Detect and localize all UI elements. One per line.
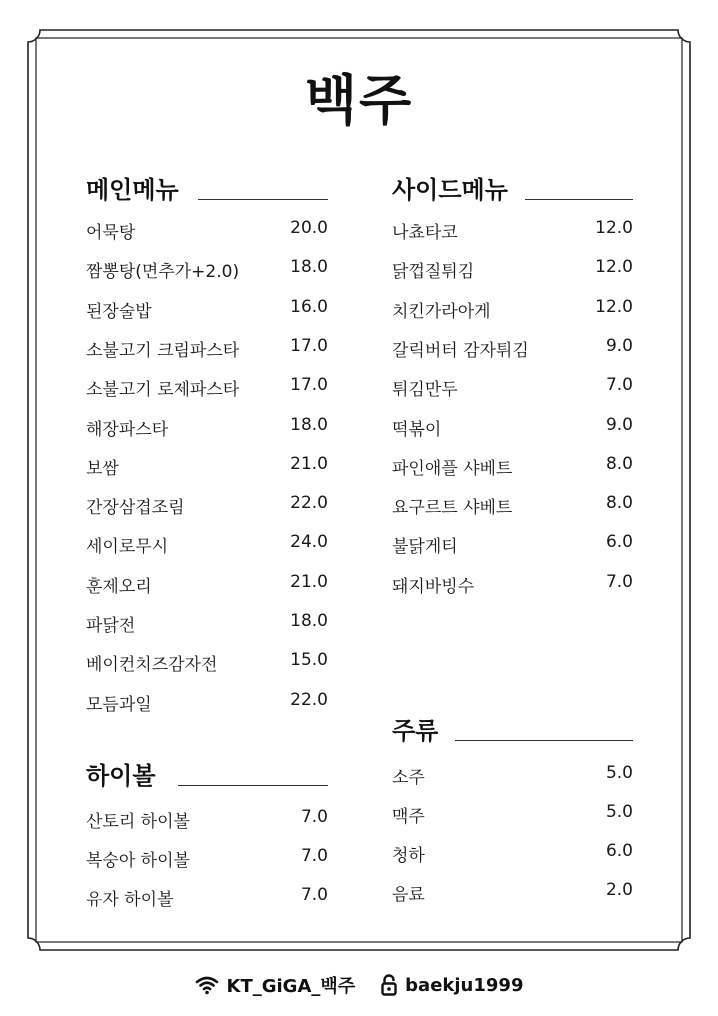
menu-item [86,572,328,596]
menu-item-price: 16.0 [290,296,328,317]
menu-item-name: 보쌈 [86,458,119,479]
highball-title: 하이볼 [86,756,170,791]
menu-item-name: 소불고기 크림파스타 [86,340,240,361]
menu-item-name: 간장삼겹조림 [86,498,185,519]
menu-item-name: 파인애플 샤베트 [392,458,513,479]
menu-item [86,532,328,556]
menu-item [86,415,328,439]
menu-item-price: 21.0 [290,571,328,592]
menu-item [86,885,328,909]
menu-item-price: 12.0 [595,257,633,278]
menu-item-name: 소주 [392,768,425,788]
highball-section [86,756,328,910]
menu-item-name: 맥주 [392,807,425,827]
side-menu-section [392,170,633,597]
menu-item [86,454,328,478]
divider [455,740,633,741]
menu-item-name: 세이로무시 [86,537,169,558]
menu-item [392,454,633,478]
menu-item-price: 7.0 [300,846,328,866]
menu-item-price: 22.0 [290,493,328,514]
menu-item-name: 돼지바빙수 [392,576,475,597]
menu-item [86,650,328,674]
wifi-icon [195,975,219,995]
menu-item [392,297,633,321]
menu-item-price: 18.0 [290,257,328,278]
liquor-section [392,711,633,905]
lock-icon [381,974,397,996]
menu-item [392,336,633,360]
menu-item-price: 2.0 [605,880,633,900]
menu-item-name: 된장술밥 [86,301,152,322]
menu-item-name: 튀김만두 [392,380,458,401]
restaurant-title: 백주 [304,69,414,132]
menu-item-price: 12.0 [595,218,633,238]
menu-item-price: 12.0 [595,296,633,317]
menu-item-price: 7.0 [300,885,328,905]
menu-item-name: 해장파스타 [86,419,169,440]
menu-item-price: 9.0 [605,335,633,356]
divider [525,199,633,200]
menu-item-name: 불닭게티 [392,537,458,558]
highball-header [86,756,328,790]
menu-item [86,218,328,242]
side-menu-header [392,170,633,204]
menu-item-name: 파닭전 [86,616,136,636]
menu-item-name: 어묵탕 [86,223,136,243]
menu-item [86,257,328,281]
main-menu-header [86,170,328,204]
menu-item [392,572,633,596]
menu-item-price: 7.0 [605,571,633,592]
menu-item-price: 15.0 [290,650,328,671]
divider [198,199,328,200]
menu-item-name: 갈릭버터 감자튀김 [392,340,529,361]
menu-item [86,493,328,517]
menu-item-name: 닭껍질튀김 [392,262,475,283]
side-menu-title: 사이드메뉴 [392,170,522,205]
menu-item [392,880,633,904]
menu-item-price: 6.0 [605,841,633,861]
menu-item-name: 소불고기 로제파스타 [86,380,240,401]
menu-item-name: 요구르트 샤베트 [392,498,513,519]
menu-item [392,532,633,556]
menu-item-price: 8.0 [605,493,633,514]
divider [178,785,328,786]
menu-item [392,415,633,439]
menu-item-name: 유자 하이볼 [86,890,174,910]
menu-item [392,257,633,281]
menu-item [392,763,633,787]
main-menu-title: 메인메뉴 [86,170,193,205]
menu-item [392,841,633,865]
menu-item-name: 산토리 하이볼 [86,812,190,832]
menu-item-price: 8.0 [605,453,633,474]
menu-item-price: 18.0 [290,611,328,631]
menu-item-name: 베이컨치즈감자전 [86,655,218,676]
menu-item-price: 6.0 [605,532,633,553]
menu-item-price: 22.0 [290,689,328,710]
menu-item-name: 음료 [392,885,425,905]
wifi-password: baekju1999 [405,974,524,996]
menu-item [86,611,328,635]
menu-item [392,493,633,517]
wifi-info [195,972,356,998]
menu-item [86,807,328,831]
menu-item-price: 17.0 [290,375,328,396]
menu-item-price: 24.0 [290,532,328,553]
menu-item-price: 7.0 [605,375,633,396]
menu-item [86,375,328,399]
menu-item [392,218,633,242]
menu-item-name: 짬뽕탕(면추가+2.0) [86,262,240,283]
menu-item [392,375,633,399]
menu-item-price: 5.0 [605,802,633,822]
menu-item-price: 17.0 [290,335,328,356]
menu-item-name: 나쵸타코 [392,223,458,243]
menu-item-price: 5.0 [605,763,633,783]
footer [0,970,718,1000]
wifi-name: KT_GiGA_백주 [226,976,356,997]
menu-item-name: 복숭아 하이볼 [86,851,190,871]
menu-item [86,336,328,360]
liquor-header [392,711,633,745]
menu-item-price: 9.0 [605,414,633,435]
menu-item-price: 20.0 [290,218,328,238]
wifi-password-info [381,974,523,996]
menu-item-name: 떡볶이 [392,419,442,440]
menu-item-price: 21.0 [290,453,328,474]
menu-item [86,297,328,321]
liquor-title: 주류 [392,711,452,746]
menu-item-name: 치킨가라아게 [392,301,491,322]
menu-item-price: 18.0 [290,414,328,435]
menu-item-price: 7.0 [300,807,328,827]
menu-item-name: 훈제오리 [86,576,152,597]
menu-item [392,802,633,826]
menu-item [86,846,328,870]
main-menu-section [86,170,328,715]
menu-item [86,690,328,714]
menu-item-name: 청하 [392,846,425,866]
menu-item-name: 모듬과일 [86,694,152,715]
